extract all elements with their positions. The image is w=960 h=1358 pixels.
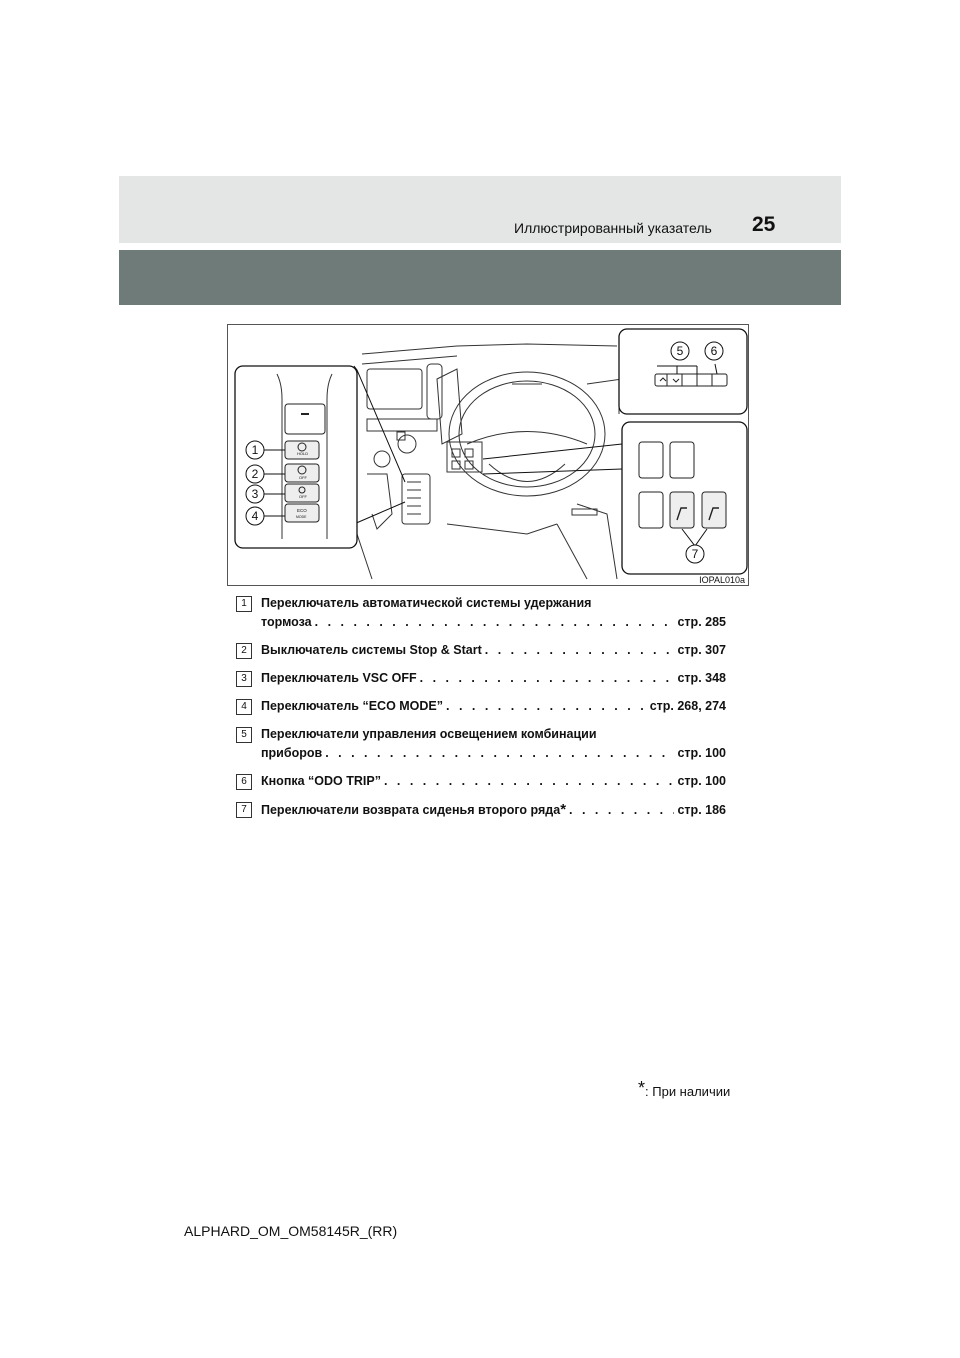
callout-4: 4 [251,509,259,523]
list-item [236,641,726,660]
list-item [236,669,726,688]
dashboard-illustration [227,324,749,586]
callout-1: 1 [251,443,259,457]
top-right-inset [619,329,747,414]
eco-label: ECO [297,508,307,513]
footnote [638,1078,730,1099]
item-number: 2 [236,643,252,659]
figure-code: IOPAL010a [699,575,745,585]
item-number: 6 [236,774,252,790]
off-label-2: OFF [299,494,307,499]
item-list [236,594,726,829]
section-band [119,250,841,305]
page-reference: стр. 285 [677,615,726,629]
callout-3: 3 [251,487,259,501]
page-reference: стр. 348 [677,671,726,685]
list-item [236,725,726,763]
header-band [119,176,841,243]
left-switch-inset [235,366,405,548]
item-title: Переключатель VSC OFF [261,671,417,685]
page-reference: стр. 186 [677,803,726,817]
bottom-right-inset [483,422,747,574]
callout-2: 2 [251,467,259,481]
footnote-text: : При наличии [645,1084,731,1099]
availability-star: * [560,801,567,818]
item-title: Выключатель системы Stop & Start [261,643,482,657]
item-title: Переключатель автоматической системы удержания [261,596,592,610]
item-number: 7 [236,802,252,818]
item-number: 5 [236,727,252,743]
item-title: Кнопка “ODO TRIP” [261,774,381,788]
page-reference: стр. 307 [677,643,726,657]
hold-label: HOLD [297,451,309,456]
footnote-star: * [638,1078,646,1098]
page-reference: стр. 100 [677,746,726,760]
mode-label: MODE [296,515,307,519]
item-title: Переключатель “ECO MODE” [261,699,444,713]
item-title-cont: тормоза [261,615,312,629]
document-code: ALPHARD_OM_OM58145R_(RR) [184,1223,398,1239]
item-number: 1 [236,596,252,612]
list-item [236,772,726,791]
item-title: Переключатели возврата сиденья второго ряда [261,803,561,817]
item-title: Переключатели управления освещением комбинации [261,727,597,741]
item-number: 4 [236,699,252,715]
callout-7: 7 [691,547,699,561]
section-title: Иллюстрированный указатель [514,220,712,236]
list-item [236,800,726,820]
page-number: 25 [752,213,776,236]
list-item [236,594,726,632]
item-number: 3 [236,671,252,687]
list-item [236,697,726,716]
dashboard-sketch [357,344,627,579]
page-reference: стр. 268, 274 [649,699,726,713]
callout-5: 5 [676,344,684,358]
callout-6: 6 [710,344,718,358]
page-reference: стр. 100 [677,774,726,788]
off-label-1: OFF [299,475,307,480]
item-title-cont: приборов [261,746,323,760]
